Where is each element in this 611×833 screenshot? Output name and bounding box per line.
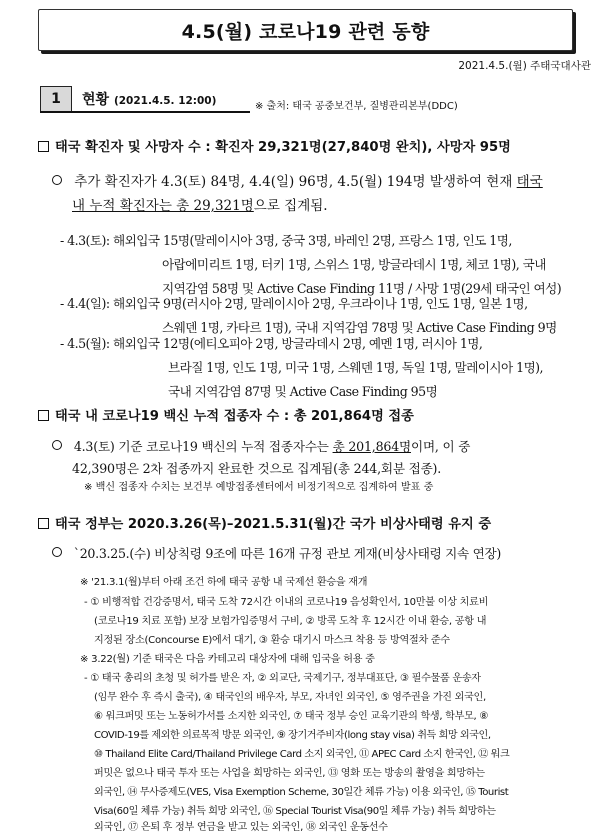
bullet-circle-icon <box>52 175 62 185</box>
cases-text-2a: 내 누적 확진자는 총 29,321명 <box>72 198 254 214</box>
cases-text-2b: 으로 집계됨. <box>253 198 328 214</box>
section-timestamp: (2021.4.5. 12:00) <box>113 95 217 107</box>
note-entry-line1: - ① 태국 총리의 초청 및 허가를 받은 자, ② 외교단, 국제기구, 정부대표단, ③ 필수물품 운송자 <box>84 673 481 684</box>
daily-0405-line3: 국내 지역감염 87명 및 Active Case Finding 95명 <box>168 384 438 399</box>
checkbox-square-icon <box>38 410 49 421</box>
note-entry-line7: 외국인, ⑭ 무사증제도(VES, Visa Exemption Scheme, 30일간 체류 가능) 이용 외국인, ⑮ Tourist <box>94 787 509 798</box>
source-note: ※ 출처: 태국 공중보건부, 질병관리본부(DDC) <box>255 101 458 112</box>
heading-emergency <box>38 513 491 532</box>
note-entry-line9: 외국인, ⑰ 은퇴 후 정부 연금을 받고 있는 외국인, ⑱ 외국인 운동선수 <box>94 822 388 833</box>
note-entry-line8: Visa(60일 체류 가능) 취득 희망 외국인, ⑯ Special Tourist Visa(90일 체류 가능) 취득 희망하는 <box>94 806 496 817</box>
note-entry-line5: ⑩ Thailand Elite Card/Thailand Privilege Card 소지 외국인, ⑪ APEC Card 소지 한국인, ⑫ 워크 <box>94 749 510 760</box>
vaccine-text-1c: 이며, 이 중 <box>410 439 471 454</box>
daily-item-0405 <box>60 333 543 400</box>
document-title: 4.5(월) 코로나19 관련 동향 <box>181 20 430 43</box>
vaccine-paragraph-line2: 42,390명은 2차 접종까지 완료한 것으로 집계됨(총 244,회분 접종). <box>72 461 442 476</box>
note-transit-line1: - ① 비행적합 건강증명서, 태국 도착 72시간 이내의 코로나19 음성확인서, 10만불 이상 치료비 <box>84 597 489 608</box>
note-transit-line2: (코로나19 치료 포함) 보장 보험가입증명서 구비, ② 방콕 도착 후 12시간 이내 환승, 공항 내 <box>94 616 487 627</box>
cases-text-1a: 추가 확진자가 4.3(토) 84명, 4.4(일) 96명, 4.5(월) 194명 발생하여 현재 <box>74 174 517 190</box>
note-entry-line6: 퍼밋은 없으나 태국 투자 또는 사업을 희망하는 외국인, ⑬ 영화 또는 방송의 촬영을 희망하는 <box>94 768 485 779</box>
vaccine-text-1b: 총 201,864명 <box>332 439 411 454</box>
cases-text-1b: 태국 <box>516 174 543 190</box>
daily-0403-line3: 지역감염 58명 및 Active Case Finding 11명 / 사망 1명(29세 태국인 여성) <box>162 281 562 296</box>
date-line: 2021.4.5.(월) 주태국대사관 <box>458 60 591 72</box>
cases-paragraph-line2 <box>72 194 328 214</box>
emergency-paragraph <box>52 543 501 562</box>
note-entry-line4: COVID-19를 제외한 의료목적 방문 외국인, ⑨ 장기거주비자(long stay visa) 취득 희망 외국인, <box>94 730 491 741</box>
daily-0404-line2: 스웨덴 1명, 카타르 1명), 국내 지역감염 78명 및 Active Case Finding 9명 <box>162 320 557 335</box>
note-transit: ※ '21.3.1(월)부터 아래 조건 하에 태국 공항 내 국제선 환승을 재개 <box>80 577 368 588</box>
bullet-circle-icon <box>52 440 62 450</box>
section-title <box>82 89 216 109</box>
daily-0403-line1: - 4.3(토): 해외입국 15명(말레이시아 3명, 중국 3명, 바레인 2명, 프랑스 1명, 인도 1명, <box>60 233 512 248</box>
checkbox-square-icon <box>38 518 49 529</box>
cases-paragraph-line1 <box>52 170 543 190</box>
heading-cases <box>38 136 511 155</box>
bullet-circle-icon <box>52 547 62 557</box>
note-transit-line3: 지정된 장소(Concourse E)에서 대기, ③ 환승 대기시 마스크 착용 등 방역절차 준수 <box>94 635 450 646</box>
emergency-text: `20.3.25.(수) 비상칙령 9조에 따른 16개 규정 관보 게재(비상사태령 지속 연장) <box>73 546 501 561</box>
vaccine-text-1a: 4.3(토) 기준 코로나19 백신의 누적 접종자수는 <box>73 439 333 454</box>
note-entry-line3: ⑥ 워크퍼밋 또는 노동허가서를 소지한 외국인, ⑦ 태국 정부 승인 교육기관의 학생, 학부모, ⑧ <box>94 711 489 722</box>
checkbox-square-icon <box>38 141 49 152</box>
vaccine-paragraph-line1 <box>52 436 470 455</box>
heading-emergency-text: 태국 정부는 2020.3.26(목)–2021.5.31(월)간 국가 비상사태령 유지 중 <box>55 517 492 532</box>
daily-0405-line2: 브라질 1명, 인도 1명, 미국 1명, 스웨덴 1명, 독일 1명, 말레이시아 1명), <box>168 360 544 375</box>
heading-vaccine-text: 태국 내 코로나19 백신 누적 접종자 수 : 총 201,864명 접종 <box>55 409 414 424</box>
section-number: 1 <box>40 86 72 112</box>
heading-cases-text: 태국 확진자 및 사망자 수 : 확진자 29,321명(27,840명 완치), 사망자 95명 <box>55 140 511 155</box>
note-entry: ※ 3.22(월) 기준 태국은 다음 카테고리 대상자에 대해 입국을 허용 중 <box>80 654 375 665</box>
daily-0403-line2: 아랍에미리트 1명, 터키 1명, 스위스 1명, 방글라데시 1명, 체코 1명), 국내 <box>162 257 546 272</box>
section-title-text: 현황 <box>82 92 110 108</box>
note-entry-line2: (임무 완수 후 즉시 출국), ④ 태국인의 배우자, 부모, 자녀인 외국인, ⑤ 영주권을 가진 외국인, <box>94 692 486 703</box>
section-underline <box>40 111 250 113</box>
heading-vaccine <box>38 405 414 424</box>
document-title-box <box>38 9 573 51</box>
vaccine-note: ※ 백신 접종자 수치는 보건부 예방접종센터에서 비정기적으로 집계하여 발표 중 <box>84 482 434 493</box>
daily-0404-line1: - 4.4(일): 해외입국 9명(러시아 2명, 말레이시아 2명, 우크라이나 1명, 인도 1명, 일본 1명, <box>60 296 528 311</box>
daily-item-0403 <box>60 230 561 297</box>
daily-0405-line1: - 4.5(월): 해외입국 12명(에티오피아 2명, 방글라데시 2명, 예멘 1명, 러시아 1명, <box>60 336 483 351</box>
daily-item-0404 <box>60 293 557 336</box>
